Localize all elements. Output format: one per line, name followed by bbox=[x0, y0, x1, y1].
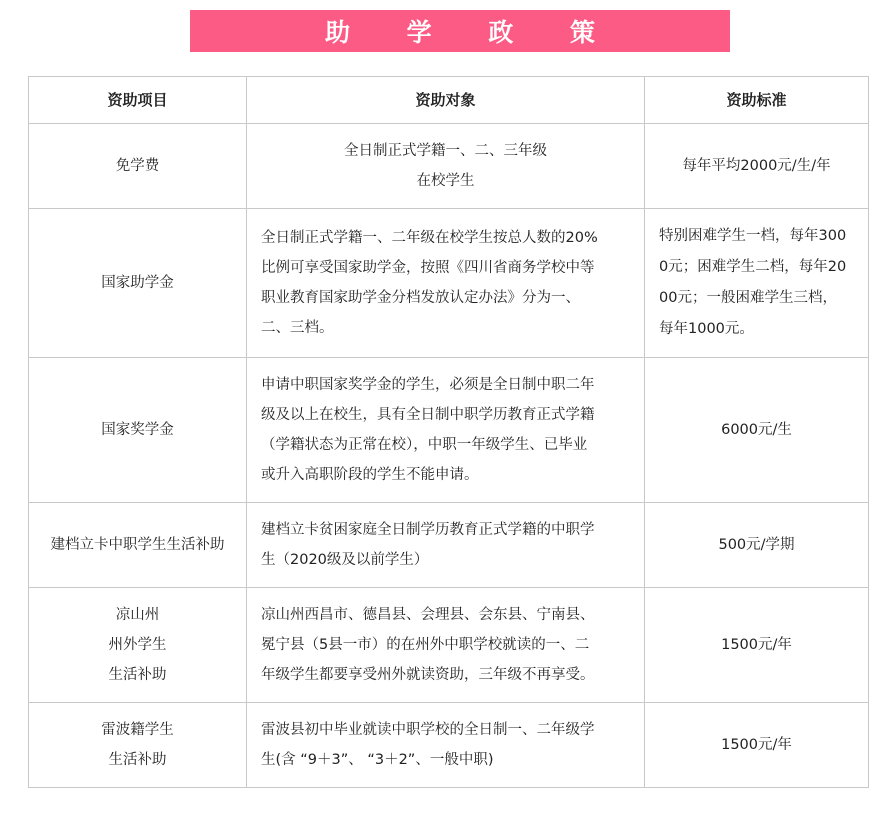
cell-line: 1500元/年 bbox=[721, 737, 792, 753]
column-header-item: 资助项目 bbox=[29, 77, 247, 124]
cell-line: 州外学生 bbox=[108, 637, 167, 653]
cell-line: 雷波籍学生 bbox=[101, 722, 174, 738]
cell-funding-item bbox=[29, 588, 247, 703]
cell-line: 生（2020级及以前学生） bbox=[261, 552, 429, 568]
cell-funding-item bbox=[29, 703, 247, 788]
cell-line: （学籍状态为正常在校），中职一年级学生、已毕业 bbox=[261, 437, 588, 453]
cell-funding-item bbox=[29, 358, 247, 503]
cell-line: 每年1000元。 bbox=[659, 321, 754, 337]
cell-line: 凉山州西昌市、德昌县、会理县、会东县、宁南县、 bbox=[261, 607, 595, 623]
cell-funding-item bbox=[29, 124, 247, 209]
cell-funding-target bbox=[247, 503, 645, 588]
cell-line: 免学费 bbox=[115, 158, 160, 174]
cell-line: 特别困难学生一档，每年300 bbox=[659, 228, 847, 244]
table-row bbox=[29, 588, 869, 703]
cell-funding-standard bbox=[645, 124, 869, 209]
table-row bbox=[29, 503, 869, 588]
table-header-row bbox=[29, 77, 869, 124]
page-title: 助 学 政 策 bbox=[324, 18, 620, 47]
cell-line: 或升入高职阶段的学生不能申请。 bbox=[261, 467, 479, 483]
table-row bbox=[29, 209, 869, 358]
cell-line: 雷波县初中毕业就读中职学校的全日制一、二年级学 bbox=[261, 722, 595, 738]
policy-table-container bbox=[28, 76, 868, 788]
cell-line: 冕宁县（5县一市）的在州外中职学校就读的一、二 bbox=[261, 637, 590, 653]
cell-funding-target bbox=[247, 124, 645, 209]
title-banner bbox=[190, 10, 730, 52]
cell-line: 1500元/年 bbox=[721, 637, 792, 653]
cell-line: 在校学生 bbox=[416, 173, 475, 189]
policy-table bbox=[28, 76, 869, 788]
table-header bbox=[29, 77, 869, 124]
cell-line: 生活补助 bbox=[108, 667, 167, 683]
cell-funding-target bbox=[247, 588, 645, 703]
cell-line: 比例可享受国家助学金，按照《四川省商务学校中等 bbox=[261, 260, 595, 276]
cell-funding-standard bbox=[645, 358, 869, 503]
cell-line: 国家助学金 bbox=[101, 275, 174, 291]
cell-funding-item bbox=[29, 503, 247, 588]
cell-funding-standard bbox=[645, 209, 869, 358]
column-header-target: 资助对象 bbox=[247, 77, 645, 124]
cell-line: 00元；一般困难学生三档， bbox=[659, 290, 837, 306]
cell-line: 生(含 “9＋3”、 “3＋2”、一般中职) bbox=[261, 752, 494, 768]
cell-funding-item bbox=[29, 209, 247, 358]
cell-line: 职业教育国家助学金分档发放认定办法》分为一、 bbox=[261, 290, 580, 306]
cell-line: 建档立卡中职学生生活补助 bbox=[50, 537, 225, 553]
cell-line: 6000元/生 bbox=[721, 422, 792, 438]
table-row bbox=[29, 124, 869, 209]
cell-funding-standard bbox=[645, 503, 869, 588]
cell-line: 建档立卡贫困家庭全日制学历教育正式学籍的中职学 bbox=[261, 522, 595, 538]
cell-funding-standard bbox=[645, 703, 869, 788]
cell-line: 0元；困难学生二档，每年20 bbox=[659, 259, 847, 275]
cell-line: 级及以上在校生，具有全日制中职学历教育正式学籍 bbox=[261, 407, 595, 423]
cell-line: 国家奖学金 bbox=[101, 422, 174, 438]
cell-line: 全日制正式学籍一、二、三年级 bbox=[344, 143, 547, 159]
cell-line: 500元/学期 bbox=[718, 537, 795, 553]
cell-funding-target bbox=[247, 358, 645, 503]
cell-funding-target bbox=[247, 703, 645, 788]
cell-line: 二、三档。 bbox=[261, 320, 334, 336]
table-row bbox=[29, 703, 869, 788]
cell-line: 年级学生都要享受州外就读资助，三年级不再享受。 bbox=[261, 667, 595, 683]
column-header-standard: 资助标准 bbox=[645, 77, 869, 124]
table-body bbox=[29, 124, 869, 788]
cell-line: 全日制正式学籍一、二年级在校学生按总人数的20% bbox=[261, 230, 598, 246]
cell-line: 生活补助 bbox=[108, 752, 167, 768]
cell-funding-target bbox=[247, 209, 645, 358]
cell-line: 凉山州 bbox=[115, 607, 160, 623]
cell-line: 申请中职国家奖学金的学生，必须是全日制中职二年 bbox=[261, 377, 595, 393]
cell-line: 每年平均2000元/生/年 bbox=[682, 158, 831, 174]
table-row bbox=[29, 358, 869, 503]
cell-funding-standard bbox=[645, 588, 869, 703]
